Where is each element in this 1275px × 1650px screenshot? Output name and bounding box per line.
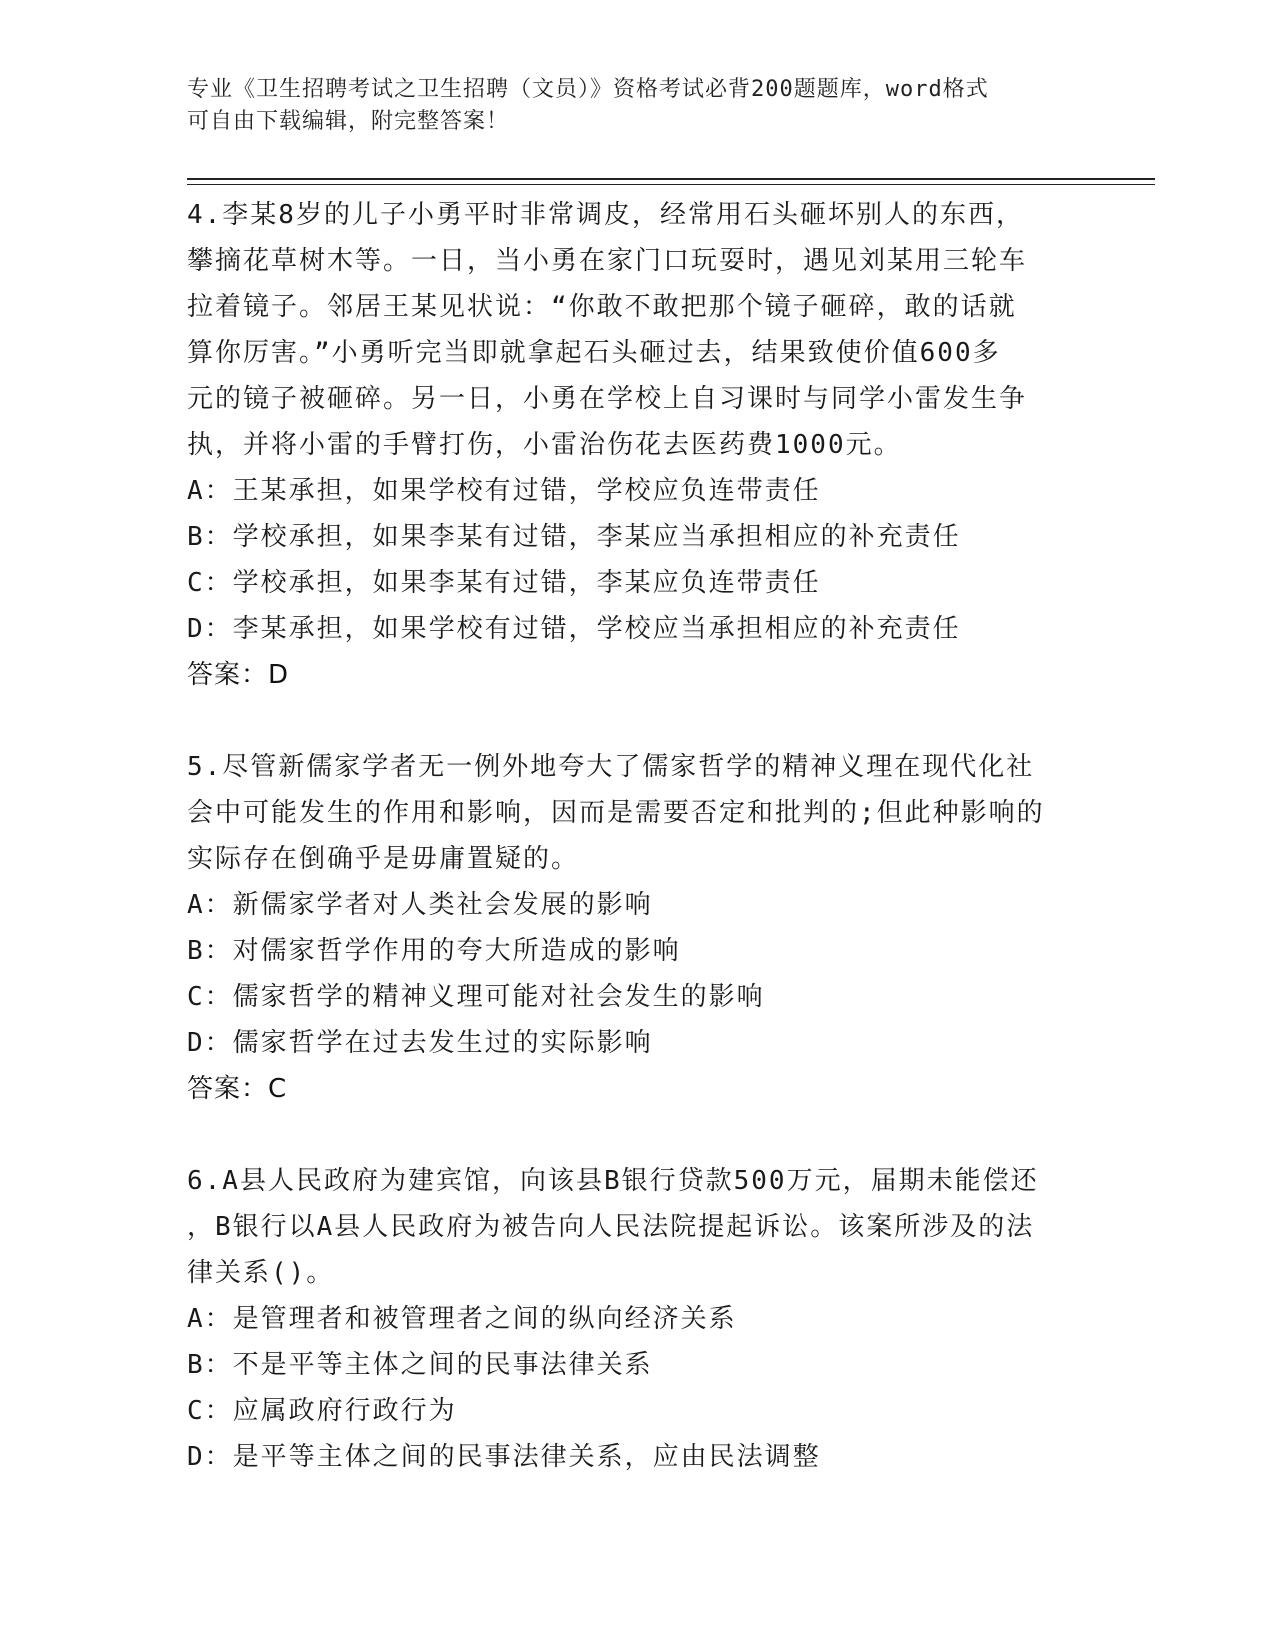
answer: 答案：D bbox=[187, 660, 290, 690]
spacer bbox=[187, 1112, 1087, 1158]
option-c: C：应属政府行政行为 bbox=[187, 1396, 457, 1426]
question-5 bbox=[187, 744, 1087, 1112]
header-divider-thin bbox=[187, 184, 1155, 185]
header-line-1: 专业《卫生招聘考试之卫生招聘（文员）》资格考试必背200题题库，word格式 bbox=[187, 77, 989, 102]
question-4 bbox=[187, 192, 1087, 698]
option-b: B：学校承担，如果李某有过错，李某应当承担相应的补充责任 bbox=[187, 522, 961, 552]
question-stem-line: 攀摘花草树木等。一日，当小勇在家门口玩耍时，遇见刘某用三轮车 bbox=[187, 246, 1028, 276]
option-d: D：儒家哲学在过去发生过的实际影响 bbox=[187, 1028, 653, 1058]
question-stem-line: ，B银行以A县人民政府为被告向人民法院提起诉讼。该案所涉及的法 bbox=[187, 1212, 1035, 1242]
option-a: A：新儒家学者对人类社会发展的影响 bbox=[187, 890, 653, 920]
option-d: D：是平等主体之间的民事法律关系，应由民法调整 bbox=[187, 1442, 821, 1472]
question-6 bbox=[187, 1158, 1087, 1480]
question-stem-line: 5.尽管新儒家学者无一例外地夸大了儒家哲学的精神义理在现代化社 bbox=[187, 752, 1035, 782]
option-d: D：李某承担，如果学校有过错，学校应当承担相应的补充责任 bbox=[187, 614, 961, 644]
header-divider-thick bbox=[187, 178, 1155, 180]
option-b: B：不是平等主体之间的民事法律关系 bbox=[187, 1350, 653, 1380]
answer: 答案：C bbox=[187, 1074, 288, 1104]
question-stem-line: 拉着镜子。邻居王某见状说：“你敢不敢把那个镜子砸碎，敢的话就 bbox=[187, 292, 1017, 322]
option-c: C：儒家哲学的精神义理可能对社会发生的影响 bbox=[187, 982, 765, 1012]
document-header bbox=[187, 74, 1087, 138]
question-stem-line: 6.A县人民政府为建宾馆，向该县B银行贷款500万元，届期未能偿还 bbox=[187, 1166, 1039, 1196]
question-list bbox=[187, 192, 1087, 1480]
question-stem-line: 算你厉害。”小勇听完当即就拿起石头砸过去，结果致使价值600多 bbox=[187, 338, 1001, 368]
option-b: B：对儒家哲学作用的夸大所造成的影响 bbox=[187, 936, 681, 966]
option-a: A：王某承担，如果学校有过错，学校应负连带责任 bbox=[187, 476, 821, 506]
header-line-2: 可自由下载编辑，附完整答案！ bbox=[187, 109, 510, 134]
option-c: C：学校承担，如果李某有过错，李某应负连带责任 bbox=[187, 568, 821, 598]
question-stem-line: 4.李某8岁的儿子小勇平时非常调皮，经常用石头砸坏别人的东西， bbox=[187, 200, 1024, 230]
question-stem-line: 律关系()。 bbox=[187, 1258, 335, 1288]
question-stem-line: 执，并将小雷的手臂打伤，小雷治伤花去医药费1000元。 bbox=[187, 430, 902, 460]
option-a: A：是管理者和被管理者之间的纵向经济关系 bbox=[187, 1304, 737, 1334]
question-stem-line: 元的镜子被砸碎。另一日，小勇在学校上自习课时与同学小雷发生争 bbox=[187, 384, 1028, 414]
question-stem-line: 会中可能发生的作用和影响，因而是需要否定和批判的;但此种影响的 bbox=[187, 798, 1045, 828]
spacer bbox=[187, 698, 1087, 744]
question-stem-line: 实际存在倒确乎是毋庸置疑的。 bbox=[187, 844, 580, 874]
